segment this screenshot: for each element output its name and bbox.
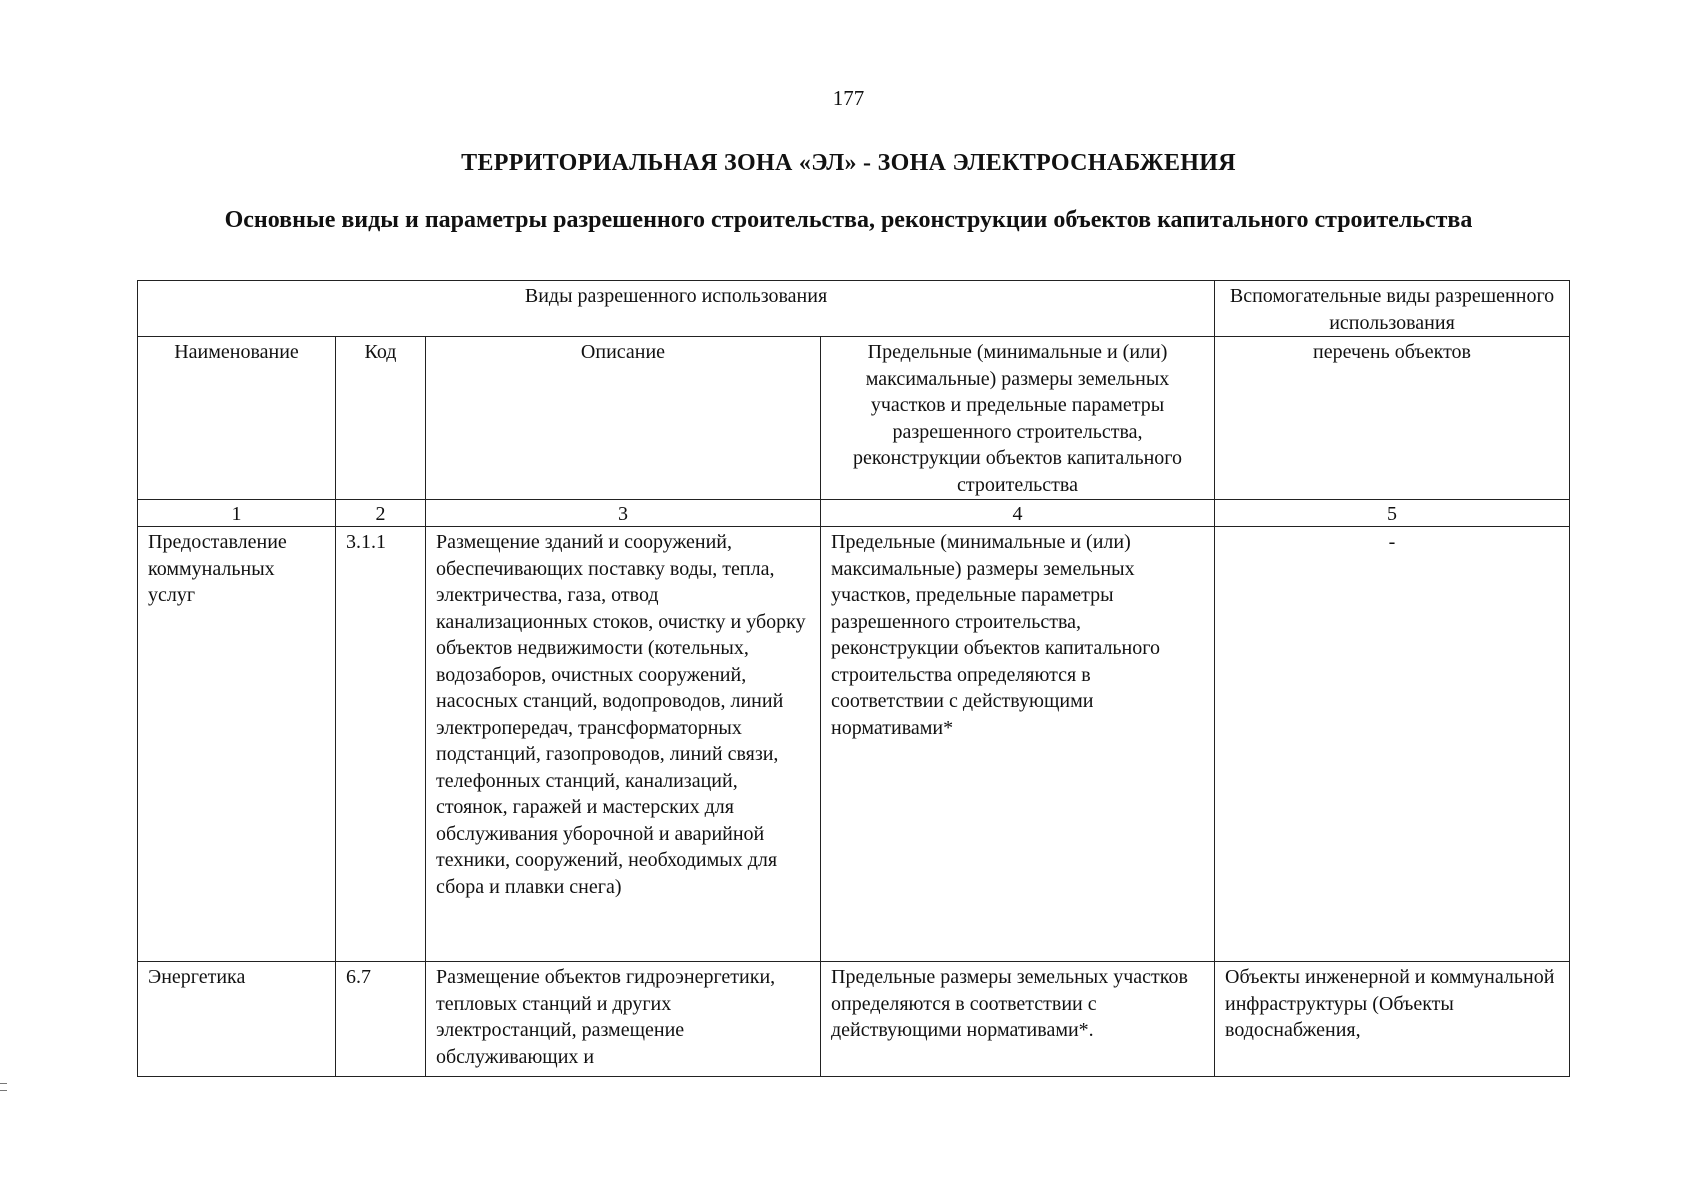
table-row — [138, 527, 1570, 962]
row-description: Размещение зданий и сооружений, обеспечивающих поставку воды, тепла, электричества, газа, отвод канализационных стоков, очистку и уборку объектов недвижимости (котельных, водозаборов, очистных сооружений, насосных станций, водопроводов, линий электропередач, трансформаторных подстанций, газопроводов, линий связи, телефонных станций, канализаций, стоянок, гаражей и мастерских для обслуживания уборочной и аварийной техники, сооружений, необходимых для сбора и плавки снега) — [426, 527, 821, 962]
permitted-uses-table — [137, 280, 1570, 1077]
scan-edge-mark — [0, 1083, 7, 1091]
column-number: 1 — [138, 500, 336, 527]
row-code: 3.1.1 — [336, 527, 426, 962]
column-numbers-row — [138, 500, 1570, 527]
column-number: 5 — [1215, 500, 1570, 527]
row-objects-list: Объекты инженерной и коммунальной инфраструктуры (Объекты водоснабжения, — [1215, 962, 1570, 1077]
row-objects-list: - — [1215, 527, 1570, 962]
column-header-description: Описание — [426, 337, 821, 500]
row-description: Размещение объектов гидроэнергетики, тепловых станций и других электростанций, размещение обслуживающих и — [426, 962, 821, 1077]
row-limits: Предельные размеры земельных участков определяются в соответствии с действующими нормативами*. — [821, 962, 1215, 1077]
column-header-objects-list: перечень объектов — [1215, 337, 1570, 500]
table-row — [138, 962, 1570, 1077]
column-header-code: Код — [336, 337, 426, 500]
section-title: Основные виды и параметры разрешенного строительства, реконструкции объектов капитального строительства — [224, 207, 1473, 233]
header-permitted-uses: Виды разрешенного использования — [138, 281, 1215, 337]
column-number: 3 — [426, 500, 821, 527]
column-number: 4 — [821, 500, 1215, 527]
row-limits: Предельные (минимальные и (или) максимальные) размеры земельных участков, предельные параметры разрешенного строительства, реконструкции объектов капитального строительства определяются в соответствии с действующими нормативами* — [821, 527, 1215, 962]
table-subheader-row — [138, 337, 1570, 500]
column-header-limits: Предельные (минимальные и (или) максимальные) размеры земельных участков и предельные параметры разрешенного строительства, реконструкции объектов капитального строительства — [821, 337, 1215, 500]
row-name: Энергетика — [138, 962, 336, 1077]
page-number: 177 — [832, 86, 865, 110]
column-number: 2 — [336, 500, 426, 527]
row-code: 6.7 — [336, 962, 426, 1077]
column-header-name: Наименование — [138, 337, 336, 500]
zone-title: ТЕРРИТОРИАЛЬНАЯ ЗОНА «ЭЛ» - ЗОНА ЭЛЕКТРОСНАБЖЕНИЯ — [461, 150, 1236, 176]
header-auxiliary-uses: Вспомогательные виды разрешенного использования — [1215, 281, 1570, 337]
row-name: Предоставление коммунальных услуг — [138, 527, 336, 962]
table-header-row — [138, 281, 1570, 337]
